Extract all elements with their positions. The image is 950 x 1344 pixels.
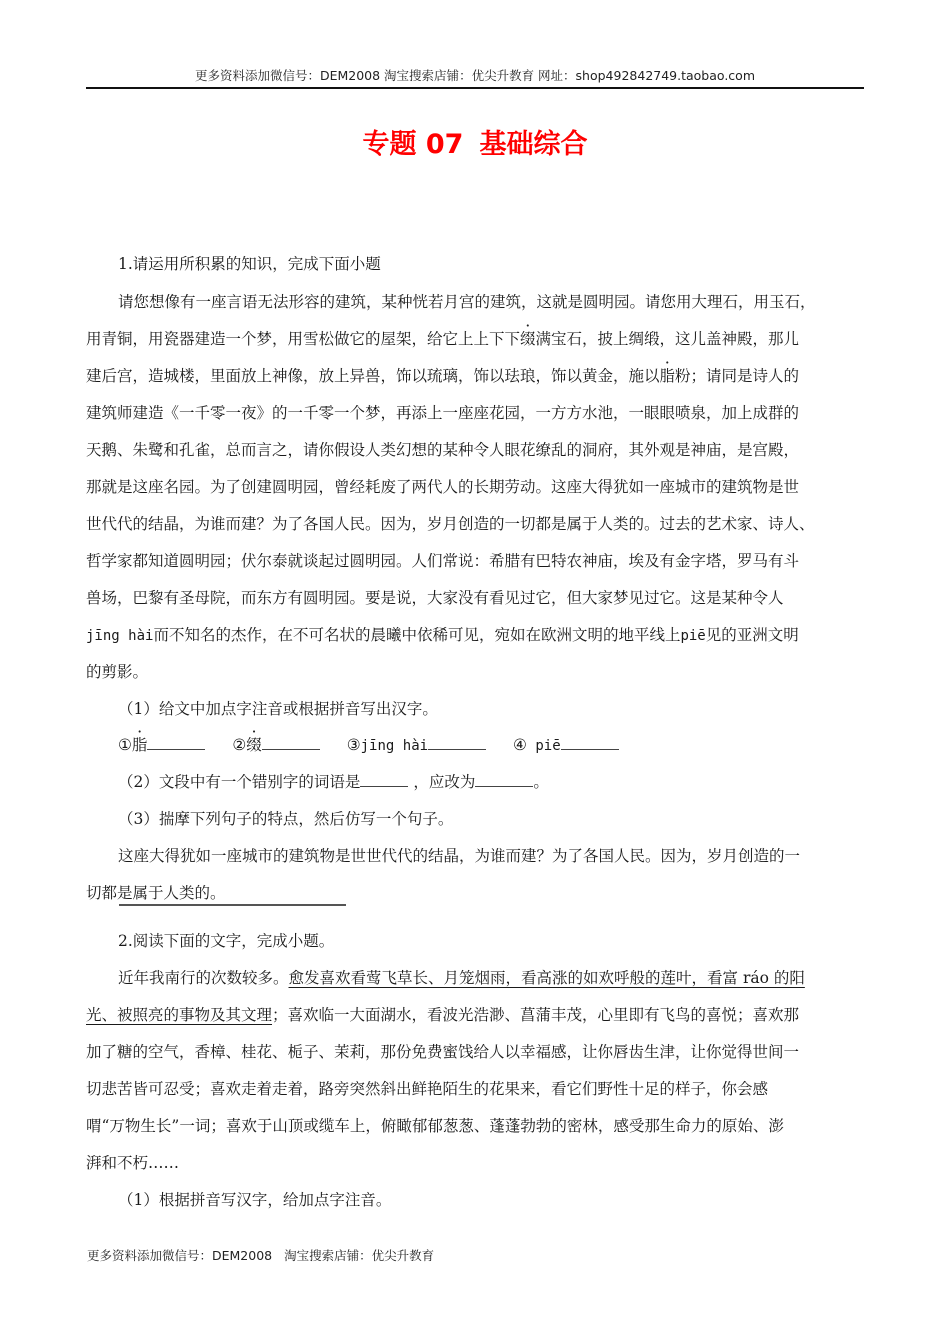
q1-passage-line: 天鹅、朱鹭和孔雀，总而言之，请你假设人类幻想的某种令人眼花缭乱的洞府，其外观是神庙，是宫殿，	[86, 441, 800, 459]
dotted-char: 脂	[659, 367, 676, 385]
q1-passage-line: 兽场，巴黎有圣母院，而东方有圆明园。要是说，大家没有看见过它，但大家梦见过它。这是某种令人	[86, 589, 784, 607]
q2-passage-line: 近年我南行的次数较多。愈发喜欢看莺飞草长、月笼烟雨，看高涨的如欢呼般的莲叶，看富 ráo 的阳	[118, 969, 805, 987]
q1-passage-line: 用青铜，用瓷器建造一个梦，用雪松做它的屋架，给它上上下下缀满宝石，披上绸缎，这儿盖神殿，那儿	[86, 330, 800, 348]
option-3: ③jīng hài	[346, 736, 429, 754]
page-footer: 更多资料添加微信号：DEM2008 淘宝搜索店铺：优尖升教育	[87, 1248, 435, 1263]
answer-blank[interactable]	[428, 735, 486, 750]
q1-passage-line: 世代代的结晶，为谁而建？为了各国人民。因为，岁月创造的一切都是属于人类的。过去的艺术家、诗人、	[86, 515, 815, 533]
q1-passage-line: 那就是这座名园。为了创建圆明园，曾经耗废了两代人的长期劳动。这座大得犹如一座城市的建筑物是世	[86, 478, 800, 496]
answer-blank[interactable]	[475, 772, 533, 787]
q1-passage-line: 的剪影。	[86, 663, 149, 681]
underlined-text: 愈发喜欢看莺飞草长、月笼烟雨，看高涨的如欢呼般的莲叶，看富 ráo 的阳	[288, 969, 805, 987]
q2-passage-line: 切悲苦皆可忍受；喜欢走着走着，路旁突然斜出鲜艳陌生的花果来，看它们野性十足的样子，你会感	[86, 1080, 769, 1098]
pinyin-text: piē	[680, 628, 706, 644]
answer-blank[interactable]	[360, 772, 408, 787]
q1-passage-line: 建筑师建造《一千零一夜》的一千零一个梦，再添上一座座花园，一方方水池，一眼眼喷泉，加上成群的	[86, 404, 800, 422]
model-sentence-line: 这座大得犹如一座城市的建筑物是世世代代的结晶，为谁而建？为了各国人民。因为，岁月创造的一	[118, 847, 801, 865]
pinyin-text: jīng hài	[86, 628, 154, 644]
answer-blank[interactable]	[262, 735, 320, 750]
page-header: 更多资料添加微信号：DEM2008 淘宝搜索店铺：优尖升教育 网址：shop492842749.taobao.com	[194, 68, 756, 83]
header-divider	[86, 87, 864, 89]
q1-passage-line: jīng hài而不知名的杰作，在不可名状的晨曦中依稀可见，宛如在欧洲文明的地平线上piē见的亚洲文明	[86, 626, 799, 644]
title-main: 基础综合	[479, 129, 588, 160]
answer-blank[interactable]	[561, 735, 619, 750]
title-prefix: 专题 07	[362, 129, 464, 160]
q1-options	[118, 735, 898, 756]
q1-stem: 1.请运用所积累的知识，完成下面小题	[118, 255, 381, 273]
model-sentence-line: 切都是属于人类的。	[86, 884, 226, 902]
q1-passage-line: 哲学家都知道圆明园；伏尔泰就谈起过圆明园。人们常说：希腊有巴特农神庙，埃及有金字塔，罗马有斗	[86, 552, 800, 570]
underlined-text: 光、被照亮的事物及其文理	[86, 1006, 273, 1024]
q1-sub2: （2）文段中有一个错别字的词语是 ，应改为 。	[118, 773, 549, 791]
dotted-char: 缀	[520, 330, 536, 348]
q2-passage-line: 湃和不朽……	[86, 1154, 180, 1172]
answer-blank[interactable]	[147, 735, 205, 750]
q1-sub1: （1）给文中加点字注音或根据拼音写出汉字。	[118, 700, 438, 718]
answer-line[interactable]	[119, 904, 346, 906]
q1-sub3: （3）揣摩下列句子的特点，然后仿写一个句子。	[118, 810, 454, 828]
q1-passage-line: 建后宫，造城楼，里面放上神像，放上异兽，饰以琉璃，饰以珐琅，饰以黄金，施以脂粉；请同是诗人的	[86, 367, 800, 385]
option-4: ④ piē	[513, 736, 561, 754]
q1-passage-line: 请您想像有一座言语无法形容的建筑，某种恍若月宫的建筑，这就是圆明园。请您用大理石，用玉石，	[118, 293, 816, 311]
page-title	[0, 122, 950, 161]
q2-passage-line: 光、被照亮的事物及其文理；喜欢临一大面湖水，看波光浩渺、菖蒲丰茂，心里即有飞鸟的喜悦；喜欢那	[86, 1006, 800, 1024]
q2-passage-line: 加了糖的空气，香樟、桂花、栀子、茉莉，那份免费蜜饯给人以幸福感，让你唇齿生津，让你觉得世间一	[86, 1043, 800, 1061]
q2-passage-line: 喟“万物生长”一词；喜欢于山顶或缆车上，俯瞰郁郁葱葱、蓬蓬勃勃的密林，感受那生命力的原始、澎	[86, 1117, 784, 1135]
option-2: ②缀	[232, 736, 262, 754]
option-1: ①脂	[118, 736, 148, 754]
q2-sub1: （1）根据拼音写汉字，给加点字注音。	[118, 1191, 392, 1209]
q2-stem: 2.阅读下面的文字，完成小题。	[118, 932, 335, 950]
